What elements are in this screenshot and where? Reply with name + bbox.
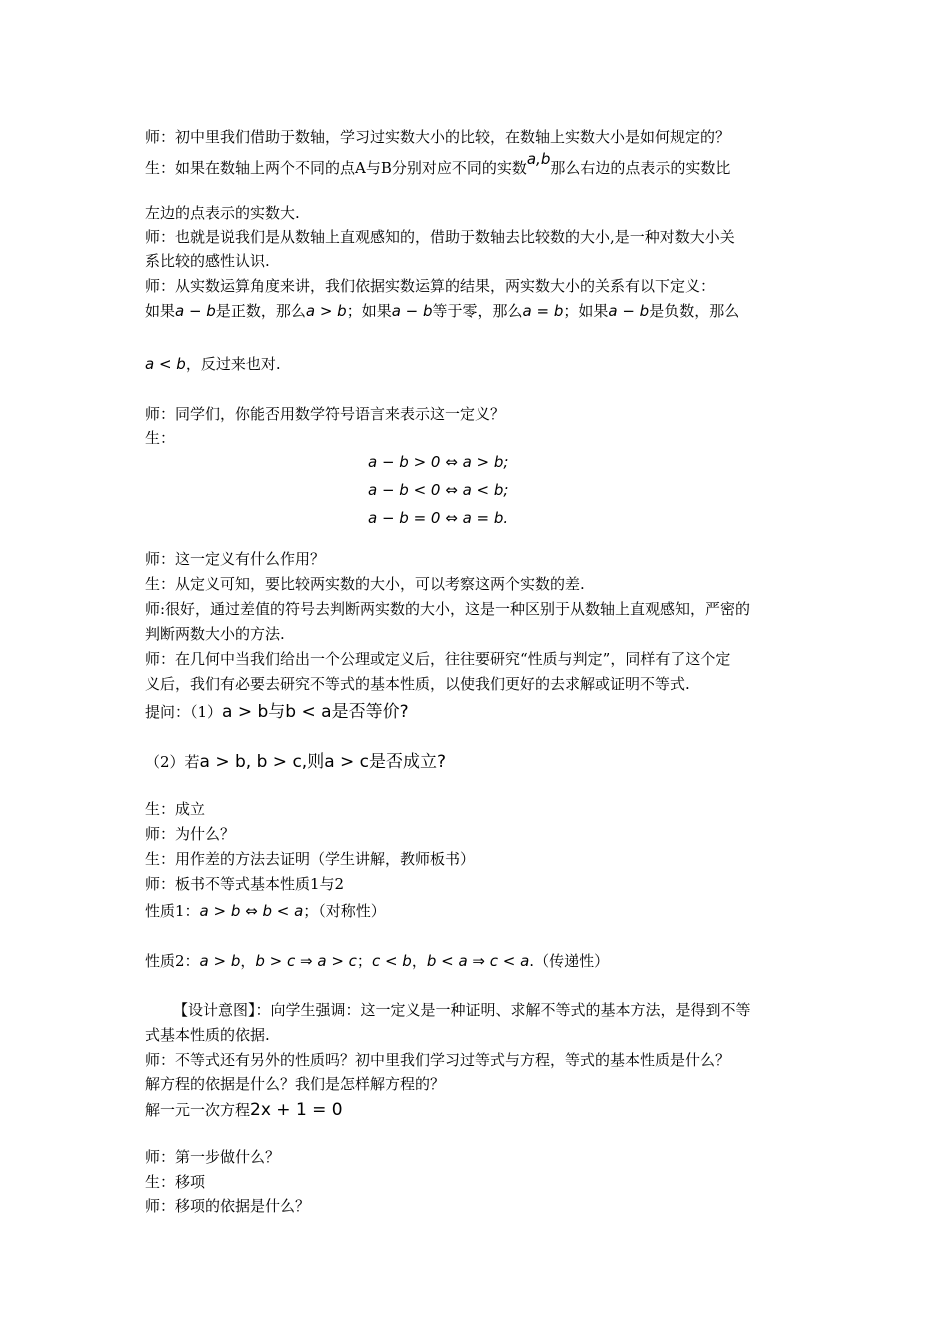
text-run: ，反过来也对. <box>185 355 281 373</box>
equation-line: a − b > 0 ⇔ a > b; <box>368 453 509 471</box>
text-line <box>145 902 386 920</box>
text-run: 提问：（1） <box>145 703 223 721</box>
text-run: 是正数，那么 <box>215 302 306 320</box>
text-line: 生：从定义可知，要比较两实数的大小，可以考察这两个实数的差. <box>145 575 585 593</box>
math-expression: a < b <box>145 355 186 373</box>
math-expression: a > b, b > c,则a > c是否成立? <box>199 752 447 772</box>
text-run: ， <box>411 952 427 970</box>
text-line: 师：第一步做什么？ <box>145 1148 281 1166</box>
text-line: 师：移项的依据是什么？ <box>145 1197 311 1215</box>
text-line: 师:很好，通过差值的符号去判断两实数的大小，这是一种区别于从数轴上直观感知，严密的 <box>145 600 751 618</box>
text-line: 【设计意图】：向学生强调：这一定义是一种证明、求解不等式的基本方法，是得到不等 <box>173 1001 751 1019</box>
math-expression: a > b <box>305 302 347 320</box>
text-line <box>145 302 739 320</box>
math-expression: a > b ⇔ b < a <box>199 902 304 920</box>
text-line <box>145 1101 343 1119</box>
text-line: 师：在几何中当我们给出一个公理或定义后，往往要研究“性质与判定”，同样有了这个定 <box>145 650 731 668</box>
math-expression: a > b与b < a是否等价? <box>222 702 409 722</box>
text-line: 师：不等式还有另外的性质吗？初中里我们学习过等式与方程，等式的基本性质是什么？ <box>145 1051 731 1069</box>
equation-line: a − b < 0 ⇔ a < b; <box>368 481 509 499</box>
math-expression: 2x + 1 = 0 <box>250 1100 343 1120</box>
text-line: 师：初中里我们借助于数轴，学习过实数大小的比较，在数轴上实数大小是如何规定的？ <box>145 128 731 146</box>
math-expression: b < a ⇒ c < a <box>426 952 530 970</box>
text-line: 左边的点表示的实数大. <box>145 204 300 222</box>
text-line <box>145 952 609 970</box>
text-run: ；（对称性） <box>303 902 386 920</box>
text-line: 师：同学们，你能否用数学符号语言来表示这一定义？ <box>145 405 506 423</box>
math-expression: a − b <box>175 302 216 320</box>
text-line: 式基本性质的依据. <box>145 1026 270 1044</box>
text-line: 师：这一定义有什么作用？ <box>145 550 326 568</box>
text-line: 师：从实数运算角度来讲，我们依据实数运算的结果，两实数大小的关系有以下定义： <box>145 277 716 295</box>
text-line: 解方程的依据是什么？我们是怎样解方程的？ <box>145 1075 446 1093</box>
text-run: 性质1： <box>145 902 200 920</box>
text-line: 师：为什么？ <box>145 825 236 843</box>
text-line <box>145 753 446 771</box>
text-line <box>145 703 409 721</box>
text-run: 生：如果在数轴上两个不同的点A与B分别对应不同的实数 <box>145 159 527 177</box>
text-run: 等于零，那么 <box>432 302 523 320</box>
text-run: .（传递性） <box>529 952 610 970</box>
text-run: （2）若 <box>145 753 200 771</box>
text-line: 生： <box>145 429 176 447</box>
text-run: ；如果 <box>563 302 609 320</box>
math-expression: a,b <box>526 150 551 168</box>
math-expression: b > c ⇒ a > c <box>255 952 357 970</box>
text-run: 如果 <box>145 302 176 320</box>
text-line <box>145 150 731 177</box>
text-run: 那么右边的点表示的实数比 <box>550 159 731 177</box>
text-line: 判断两数大小的方法. <box>145 625 285 643</box>
text-run: ；如果 <box>346 302 392 320</box>
text-run: 是负数，那么 <box>649 302 740 320</box>
text-line: 生：移项 <box>145 1173 206 1191</box>
text-line <box>145 355 281 373</box>
math-expression: c < b <box>371 952 412 970</box>
text-run: 性质2： <box>145 952 200 970</box>
text-run: 解一元一次方程 <box>145 1101 251 1119</box>
math-expression: a − b <box>608 302 650 320</box>
math-expression: a > b <box>199 952 241 970</box>
text-line: 系比较的感性认识. <box>145 252 270 270</box>
equation-line: a − b = 0 ⇔ a = b. <box>368 509 509 527</box>
text-run: ， <box>240 952 256 970</box>
text-line: 生：成立 <box>145 800 206 818</box>
text-line: 生：用作差的方法去证明（学生讲解，教师板书） <box>145 850 476 868</box>
text-run: ； <box>356 952 372 970</box>
text-line: 师：板书不等式基本性质1与2 <box>145 875 345 893</box>
math-expression: a = b <box>522 302 564 320</box>
text-line: 师：也就是说我们是从数轴上直观感知的，借助于数轴去比较数的大小,是一种对数大小关 <box>145 228 735 246</box>
text-line: 义后，我们有必要去研究不等式的基本性质，以使我们更好的去求解或证明不等式. <box>145 675 690 693</box>
math-expression: a − b <box>391 302 433 320</box>
